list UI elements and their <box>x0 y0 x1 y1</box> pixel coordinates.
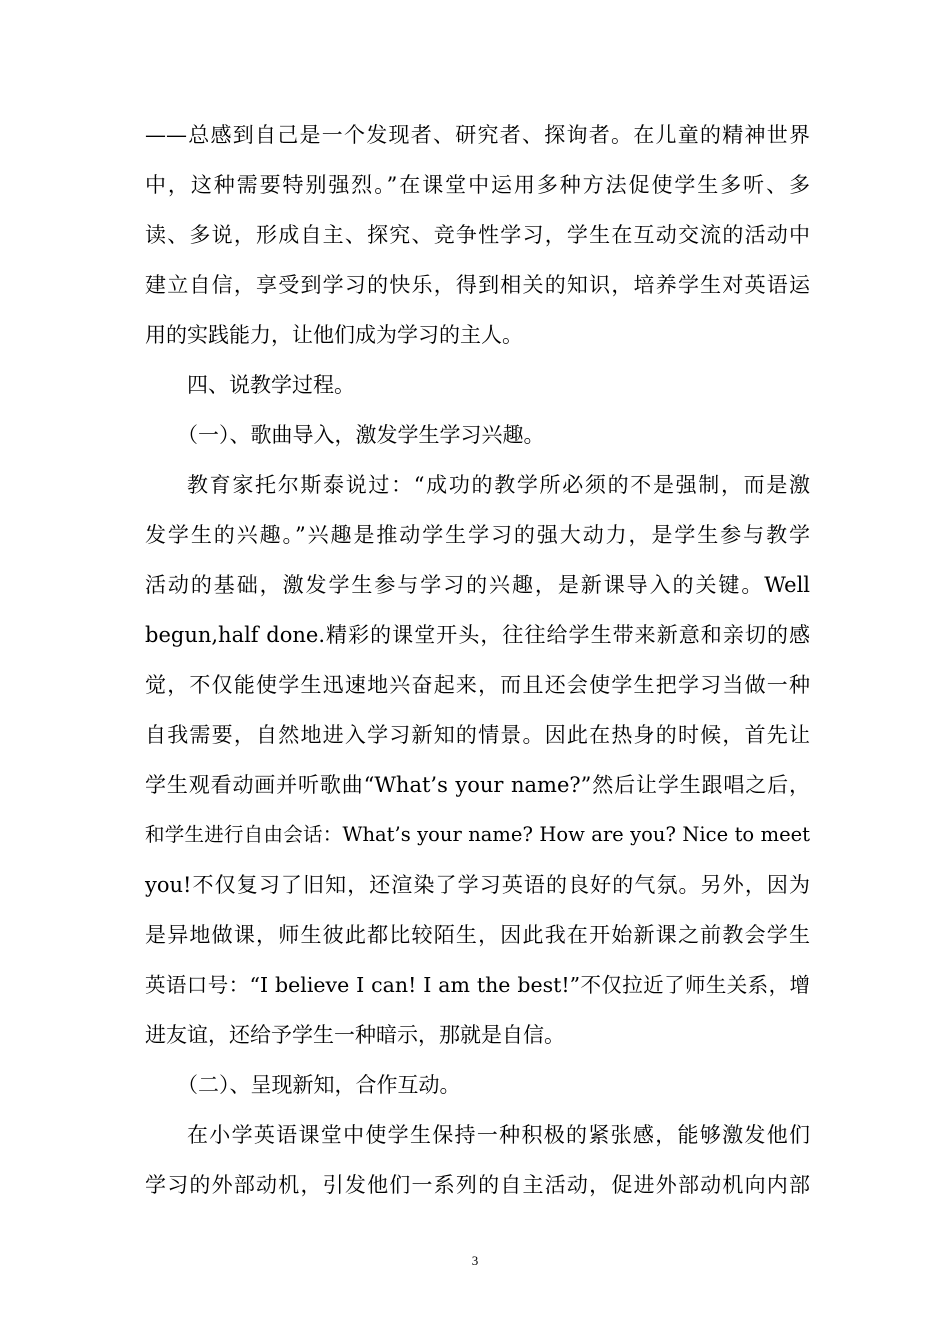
text-line: 进友谊，还给予学生一种暗示，那就是自信。 <box>145 1023 565 1047</box>
text-line: 建立自信，享受到学习的快乐，得到相关的知识，培养学生对英语运 <box>145 273 810 297</box>
paragraph-start-line: 教育家托尔斯泰说过：“成功的教学所必须的不是强制，而是激 <box>187 473 810 497</box>
text-line: begun,half done.精彩的课堂开头，往往给学生带来新意和亲切的感 <box>145 623 810 647</box>
paragraph-start-line: 在小学英语课堂中使学生保持一种积极的紧张感，能够激发他们 <box>187 1123 810 1147</box>
text-line: 觉，不仅能使学生迅速地兴奋起来，而且还会使学生把学习当做一种 <box>145 673 810 697</box>
text-line: 中，这种需要特别强烈。”在课堂中运用多种方法促使学生多听、多 <box>145 173 810 197</box>
text-line: 英语口号：“I believe I can! I am the best!”不仅拉近了师生关系，增 <box>145 973 810 997</box>
page-number: 3 <box>471 1253 479 1268</box>
subsection-heading: （二）、呈现新知，合作互动。 <box>177 1073 461 1097</box>
text-line: you!不仅复习了旧知，还渲染了学习英语的良好的气氛。另外，因为 <box>145 873 810 897</box>
text-line: ——总感到自己是一个发现者、研究者、探询者。在儿童的精神世界 <box>145 123 810 147</box>
text-line: 学生观看动画并听歌曲“What’s your name?”然后让学生跟唱之后， <box>145 773 810 797</box>
text-line: 自我需要，自然地进入学习新知的情景。因此在热身的时候，首先让 <box>145 723 810 747</box>
text-line: 用的实践能力，让他们成为学习的主人。 <box>145 323 523 347</box>
text-line: 学习的外部动机，引发他们一系列的自主活动，促进外部动机向内部 <box>145 1173 810 1197</box>
text-line: 活动的基础，激发学生参与学习的兴趣，是新课导入的关键。Well <box>145 573 810 597</box>
text-line: 是异地做课，师生彼此都比较陌生，因此我在开始新课之前教会学生 <box>145 923 810 947</box>
text-line: 发学生的兴趣。”兴趣是推动学生学习的强大动力，是学生参与教学 <box>145 523 810 547</box>
text-line: 和学生进行自由会话：What’s your name? How are you? Nice to meet <box>145 823 810 846</box>
section-heading: 四、说教学过程。 <box>187 373 355 397</box>
subsection-heading: （一）、歌曲导入，激发学生学习兴趣。 <box>177 423 545 447</box>
text-line: 读、多说，形成自主、探究、竞争性学习，学生在互动交流的活动中 <box>145 223 810 247</box>
